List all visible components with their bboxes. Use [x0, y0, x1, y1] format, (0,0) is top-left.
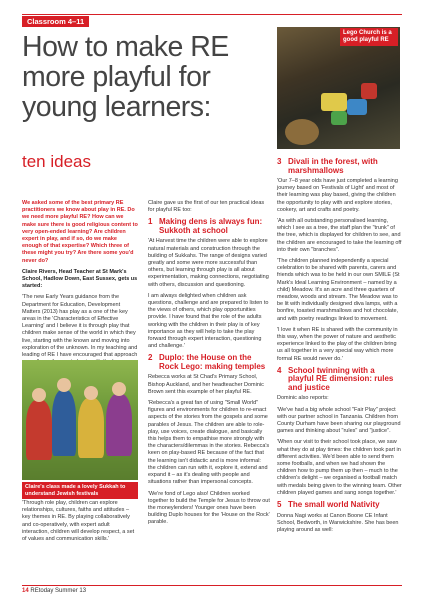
paragraph: 'We're fond of Lego also! Children worked together to build the Temple for Jesus to throw out the moneylenders! Younger ones have been building Duplo houses for the 'House on the Rock' parable. — [148, 490, 270, 526]
idea-number: 1 — [148, 217, 153, 227]
idea-title: School twinning with a playful RE dimension: rules and justice — [288, 365, 394, 392]
child-figure — [52, 390, 76, 456]
idea-title: The small world Nativity — [288, 500, 380, 510]
sukkah-photo — [22, 360, 138, 480]
lego-block — [331, 111, 347, 125]
idea-number: 4 — [277, 365, 282, 375]
article-title: How to make RE more playful for young learners: — [22, 31, 229, 123]
paragraph: I am always delighted when children ask questions, challenge and are prepared to listen to the views of others, which play opportunities provide. I have found that the role of the adults working with the children in their play is of key importance as they will help to take the play forward through expert interaction, questioning and challenge.' — [148, 292, 269, 350]
idea-heading-5 — [277, 501, 402, 510]
article-subtitle: ten ideas — [22, 152, 91, 171]
intro-lead: We asked some of the best primary RE practitioners we know about play in RE. Do we need more playful RE? How can we make sure there is good religious content to very open-ended learning? Are children expert in play, and if so, do we make enough of that expertise? Which three of these might you try? Are there some you'd never do? — [22, 200, 138, 264]
child-figure — [78, 398, 104, 458]
child-head — [84, 386, 98, 400]
paragraph: 'Through role play, children can explore relationships, cultures, faiths and attitudes – key themes in RE. By playing collaboratively and co-operatively, with expert adult interaction, children will develop respect, a set of values and communication skills.' — [22, 500, 135, 543]
column-three — [277, 155, 402, 538]
page-footer — [22, 588, 86, 594]
idea-number: 2 — [148, 353, 153, 363]
idea-heading-4 — [277, 367, 402, 393]
paragraph: 'At Harvest time the children were able to explore natural materials and construction through the building of Sukkahs. The range of designs varied greatly and some were more successful than others, but learning through play is all about experimentation, making connections, negotiating with others, discussion and questioning. — [148, 238, 269, 288]
idea-title: Duplo: the House on the Rock Lego: making temples — [159, 353, 266, 371]
paragraph: 'Rebecca's a great fan of using "Small World" figures and environments for children to re-enact aspects of the stories from the gospels and some parables of Jesus. The children are able to role-play, use voices, create dialogue, and basically this helps them to empathise more strongly with the characters/dilemmas in the stories. Rebecca's keen on play-based RE because of the fact that the learning isn't didactic and is more informal: the children can run with it, explore it, extend and expand it – as it's dealing with people and situations rather than impersonal concepts. — [148, 400, 270, 486]
publication-name: REtoday Summer 13 — [30, 588, 87, 594]
paragraph: 'We've had a big whole school "Fair Play" project with our partner school in Tanzania. Children from County Durham have been sharing our playground games and thinking about "rules" and "justice". — [277, 406, 401, 435]
child-figure — [26, 400, 52, 460]
paragraph: Dominic also reports: — [277, 395, 329, 402]
lego-block — [361, 83, 377, 99]
child-head — [57, 378, 71, 392]
paragraph: 'As with all outstanding personalised learning, which I see as a tree, the staff plan the "trunk" of the tree, which is displayed for children to see, and the children are encouraged to take the learning off into their own "branches". — [277, 218, 402, 253]
byline: Claire Rivers, Head Teacher at St Mark's School, Hadlow Down, East Sussex, gets us started: — [22, 268, 138, 290]
paragraph: 'When our visit to their school took place, we saw what they do at play times: the children took part in different activities. We'd been able to send them some footballs, and when we had shown the children how to pump them up then – much to the children's delight – we organised a football match with medals being given to the winning team. Other children played games and sang songs together.' — [277, 439, 402, 496]
footer-rule — [22, 585, 402, 586]
page-number: 14 — [22, 588, 29, 594]
idea-title: Divali in the forest, with marshmallows — [288, 157, 378, 175]
paragraph: Rebecca works at St Chad's Primary School, Bishop Auckland, and her headteacher Dominic Brown sent this example of her playful RE. — [148, 374, 264, 395]
paragraph: 'Our 7–8 year olds have just completed a learning journey based on 'Festivals of Light' and most of their learning was play based, giving the children the opportunity to play with and explore stories, cookery, art and crafts and poetry. — [277, 178, 398, 213]
idea-heading-3 — [277, 158, 402, 175]
photo-caption-bottom: Claire's class made a lovely Sukkah to understand Jewish festivals — [22, 482, 138, 499]
paragraph: 'The new Early Years guidance from the Department for Education, Development Matters (2013) has play as a one of the key areas in the 'Characteristics of Effective Learning' and I believe it is through play that children make sense of the world in which they live, starting with the known and moving into exploration of the unknown. In my teaching and leading of RE I have encouraged that approach — [22, 294, 138, 359]
child-head — [32, 388, 46, 402]
paragraph: Donna Nagi works at Canon Boone CE Infant School, Bedworth, in Warwickshire. She has been playing around as well: — [277, 512, 399, 533]
child-figure — [106, 394, 132, 456]
child-hand — [285, 119, 319, 145]
paragraph: 'The children planned independently a special celebration to be shared with parents, carers and friends which was to be held in our own SMILE (St Mark's Ideal Learning Environment – named by a child) Meadow. It's an acre and three quarters of meadow, woods and stream. The Meadow was to be lit with individually designed diva lamps, with a bonfire, toasted marshmallows and hot chocolate, and with poetry readings linked to movement. — [277, 258, 400, 322]
idea-title: Making dens is always fun: Sukkoth at school — [159, 217, 263, 235]
lego-block — [321, 93, 347, 111]
lego-block — [347, 99, 367, 115]
idea-number: 3 — [277, 157, 282, 166]
idea-number: 5 — [277, 500, 282, 510]
column-one-continued — [22, 500, 138, 547]
idea-heading-1 — [148, 218, 270, 235]
column-two — [148, 200, 270, 531]
child-head — [112, 382, 126, 396]
paragraph: Claire gave us the first of our ten practical ideas for playful RE too: — [148, 200, 265, 214]
section-tag: Classroom 4–11 — [22, 16, 89, 27]
photo-caption-top: Lego Church is a good playful RE — [340, 28, 398, 46]
idea-heading-2 — [148, 354, 270, 371]
paragraph: 'I love it when RE is shared with the community in this way, when the power of nature and aesthetic experience linked to the play of the children bring us all together in a very special way which more formal RE would never do.' — [277, 326, 398, 362]
top-rule — [22, 14, 402, 15]
